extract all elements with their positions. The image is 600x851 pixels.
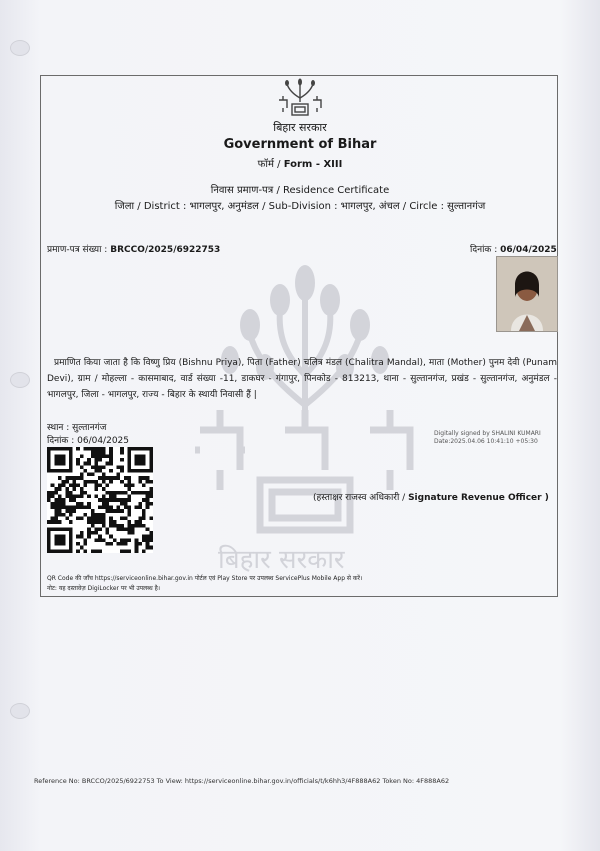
govt-title-english: Government of Bihar: [223, 137, 377, 152]
certificate-number-value: BRCCO/2025/6922753: [110, 245, 221, 255]
watermark-text: बिहार सरकार: [218, 545, 345, 575]
issue-date-label: दिनांक :: [47, 436, 75, 446]
punch-hole: [10, 372, 30, 388]
certificate-date-value: 06/04/2025: [500, 245, 557, 255]
digital-signature: [434, 430, 541, 446]
bihar-emblem-logo: [275, 78, 325, 118]
form-number: [0, 156, 600, 170]
form-label-hindi: फॉर्म /: [257, 159, 281, 170]
digital-signature-signer: Digitally signed by SHALINI KUMARI: [434, 430, 541, 437]
certificate-title: निवास प्रमाण-पत्र / Residence Certificate: [210, 185, 390, 196]
digilocker-note: नोट: यह दस्तावेज़ DigiLocker पर भी उपलब्ध है।: [47, 585, 161, 592]
certificate-date: [470, 242, 557, 255]
signature-label-hindi: (हस्ताक्षर राजस्व अधिकारी /: [313, 493, 406, 503]
digital-signature-date: Date:2025.04.06 10:41:10 +05:30: [434, 438, 538, 445]
issue-date-value: 06/04/2025: [77, 436, 129, 446]
reference-footer: Reference No: BRCCO/2025/6922753 To View: https://serviceonline.bihar.gov.in/officials/t/k6hh3/4F888A62 Token No: 4F888A62: [34, 777, 450, 785]
district-line: जिला / District : भागलपुर, अनुमंडल / Sub-Division : भागलपुर, अंचल / Circle : सुल्तानगंज: [114, 201, 486, 212]
certificate-number: [47, 242, 220, 255]
qr-verification-note: QR Code की जाँच https://serviceonline.bihar.gov.in पोर्टल एवं Play Store पर उपलब्ध ServicePlus Mobile App से करें।: [47, 575, 363, 582]
issue-date-line: [47, 433, 129, 446]
verification-qr-code[interactable]: [47, 447, 153, 553]
place-value: सुल्तानगंज: [72, 423, 107, 433]
certificate-body: प्रमाणित किया जाता है कि विष्णु प्रिय (Bishnu Priya), पिता (Father) चलित्र मंडल (Chalitra Mandal), माता (Mother) पुनम देवी (Punam Devi), ग्राम / मोहल्ला - कासमाबाद, वार्ड संख्या -11, डाकघर - गंगापुर, पिनकोड - 813213, थाना - सुल्तानगंज, प्रखंड - सुल्तानगंज, अनुमंडल - भागलपुर, जिला - भागलपुर, राज्य - बिहार के स्थायी निवासी हैं |: [47, 358, 557, 400]
signature-label: [313, 490, 549, 503]
punch-hole: [10, 703, 30, 719]
place-line: [47, 420, 106, 433]
applicant-photo: [496, 256, 558, 332]
form-label-english: Form - XIII: [283, 159, 343, 170]
certificate-date-label: दिनांक :: [470, 245, 498, 255]
certificate-number-label: प्रमाण-पत्र संख्या :: [47, 245, 108, 255]
govt-title-hindi: बिहार सरकार: [273, 121, 327, 134]
punch-hole: [10, 40, 30, 56]
signature-label-english: Signature Revenue Officer ): [408, 493, 549, 503]
place-label: स्थान :: [47, 423, 70, 433]
